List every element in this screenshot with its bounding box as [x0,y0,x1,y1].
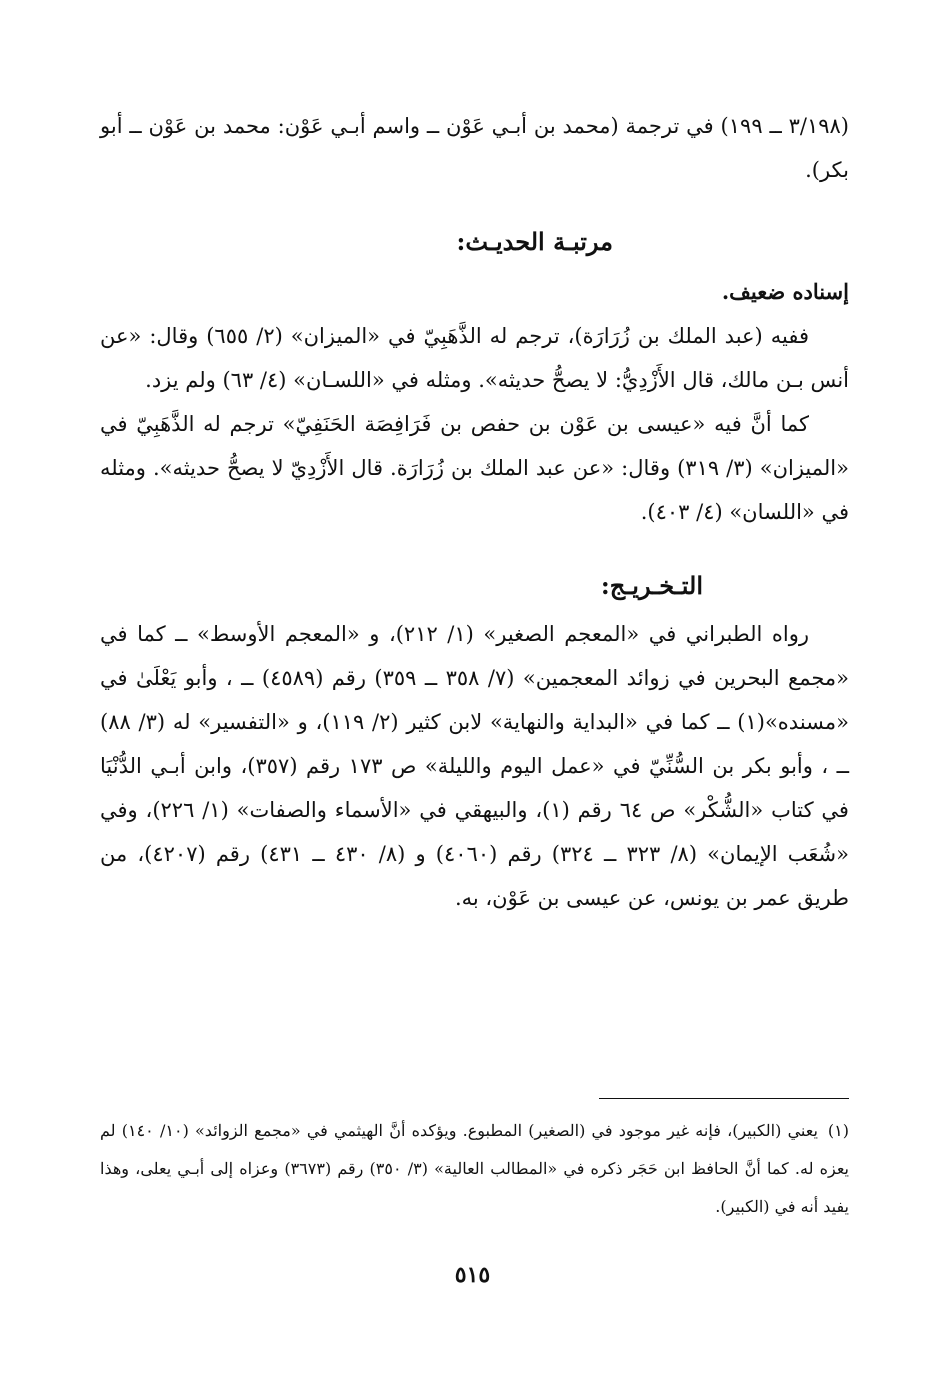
footnote-item [100,1112,849,1226]
footnote-divider [599,1098,849,1099]
main-text [100,104,849,920]
footnote-text: يعني (الكبير)، فإنه غير موجود في (الصغير) المطبوع. ويؤكده أنَّ الهيثمي في «مجمع الزوائد» (١٠/ ١٤٠) لم يعزه له. كما أنَّ الحافظ ابن حَجَر ذكره في «المطالب العالية» (٣/ ٣٥٠) رقم (٣٦٧٣) وعزاه إلى أبـي يعلى، وهذا يفيد أنه في (الكبير). [100,1121,849,1216]
footnotes-section [100,1112,849,1226]
footnote-number: (١) [827,1121,849,1140]
heading-hadith-rank: مرتبـة الحديـث: [456,227,613,256]
paragraph-takhrij: رواه الطبراني في «المعجم الصغير» (١/ ٢١٢)، و «المعجم الأوسط» ــ كما في «مجمع البحرين في زوائد المعجمين» (٧/ ٣٥٨ ــ ٣٥٩) رقم (٤٥٨٩) ــ ، وأبو يَعْلَىٰ في «مسنده»(١) ــ كما في «البداية والنهاية» لابن كثير (٢/ ١١٩)، و «التفسير» له (٣/ ٨٨) ــ ، وأبو بكر بن السُّنِّيّ في «عمل اليوم والليلة» ص ١٧٣ رقم (٣٥٧)، وابن أبـي الدُّنْيَا في كتاب «الشُّكْر» ص ٦٤ رقم (١)، والبيهقي في «الأسماء والصفات» (١/ ٢٢٦)، وفي «شُعَب الإيمان» (٨/ ٣٢٣ ــ ٣٢٤) رقم (٤٠٦٠) و (٨/ ٤٣٠ ــ ٤٣١) رقم (٤٢٠٧)، من طريق عمر بن يونس، عن عيسى بن عَوْن، به. [100,622,849,910]
heading-takhrij: التـخـريـج: [600,571,703,600]
intro-paragraph: (٣/١٩٨ ــ ١٩٩) في ترجمة (محمد بن أبـي عَوْن ــ واسم أبـي عَوْن: محمد بن عَوْن ــ أبو بكر). [100,114,849,182]
paragraph-isa: كما أنَّ فيه «عيسى بن عَوْن بن حفص بن فَرَافِصَة الحَنَفِيّ» ترجم له الذَّهَبِيّ في «الميزان» (٣/ ٣١٩) وقال: «عن عبد الملك بن زُرَارَة. قال الأَزْدِيّ لا يصحُّ حديثه». ومثله في «اللسان» (٤/ ٤٠٣). [100,412,849,524]
page-number: ٥١٥ [454,1262,491,1288]
paragraph-zurara: ففيه (عبد الملك بن زُرَارَة)، ترجم له الذَّهَبِيّ في «الميزان» (٢/ ٦٥٥) وقال: «عن أنس بـن مالك، قال الأَزْدِيُّ: لا يصحُّ حديثه». ومثله في «اللسـان» (٤/ ٦٣) ولم يزد. [100,324,849,392]
rank-statement: إسناده ضعيف. [721,279,849,304]
